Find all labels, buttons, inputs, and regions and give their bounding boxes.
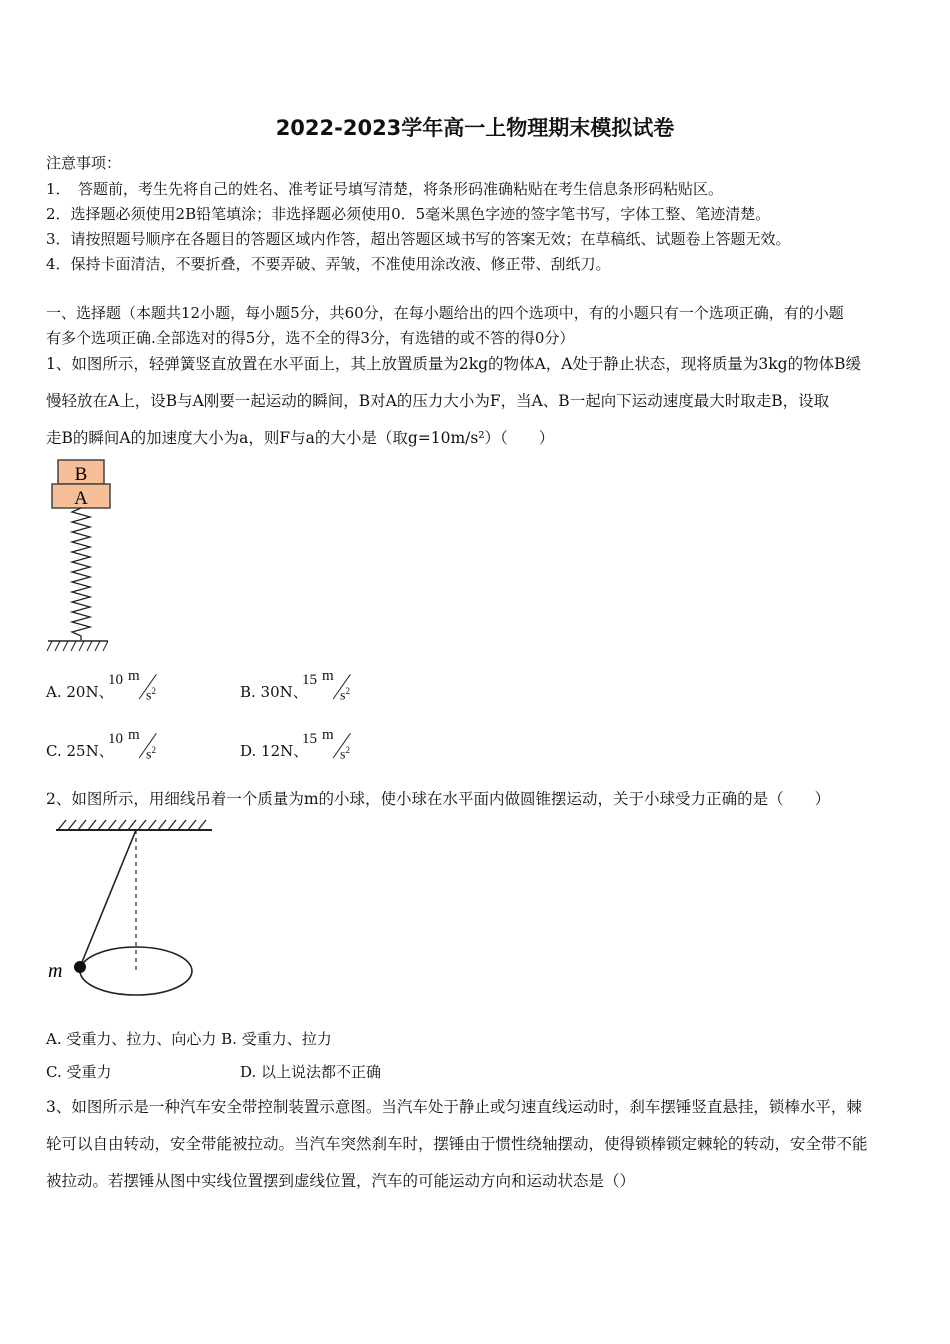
block-b-label: B — [74, 464, 88, 485]
q1-option-d-label: D. 12N、 — [240, 742, 309, 760]
notice-item-2: 2．选择题必须使用2B铅笔填涂；非选择题必须使用0．5毫米黑色字迹的签字笔书写，字体工整、笔迹清楚。 — [46, 205, 771, 223]
q2-options-a-b[interactable]: A. 受重力、拉力、向心力 B. 受重力、拉力 — [46, 1030, 332, 1048]
ceiling-hatching — [58, 820, 206, 830]
block-a-label: A — [74, 488, 88, 509]
q1-option-c[interactable] — [46, 740, 114, 761]
q1-option-a-label: A. 20N、 — [46, 683, 114, 701]
q2-option-d[interactable]: D. 以上说法都不正确 — [240, 1063, 382, 1081]
q2-option-c[interactable]: C. 受重力 — [46, 1063, 112, 1081]
q1-option-b-label: B. 30N、 — [240, 683, 308, 701]
mass-label: m — [48, 960, 63, 982]
circular-path — [80, 947, 192, 995]
section-instructions-line-2: 有多个选项正确.全部选对的得5分，选不全的得3分，有选错的或不答的得0分） — [46, 329, 575, 347]
q1-option-b[interactable] — [240, 681, 308, 702]
ball — [74, 961, 86, 973]
q2-conical-pendulum-figure — [44, 812, 219, 1002]
notice-heading: 注意事项： — [46, 154, 122, 172]
q3-text-line-3: 被拉动。若摆锤从图中实线位置摆到虚线位置，汽车的可能运动方向和运动状态是（） — [46, 1172, 636, 1190]
q1-spring-figure — [44, 456, 119, 656]
spring-coil — [72, 508, 90, 640]
q1-option-a[interactable] — [46, 681, 114, 702]
q1-text-line-3: 走B的瞬间A的加速度大小为a，则F与a的大小是（取g=10m/s²）（ ） — [46, 429, 555, 447]
section-instructions-line-1: 一、选择题（本题共12小题，每小题5分，共60分，在每小题给出的四个选项中，有的小题只有一个选项正确，有的小题 — [46, 304, 844, 322]
notice-item-3: 3．请按照题号顺序在各题目的答题区域内作答，超出答题区域书写的答案无效；在草稿纸、试题卷上答题无效。 — [46, 230, 791, 248]
q1-text-line-1: 1、如图所示，轻弹簧竖直放置在水平面上，其上放置质量为2kg的物体A，A处于静止状态，现将质量为3kg的物体B缓 — [46, 355, 861, 373]
ground-hatching — [47, 641, 108, 651]
notice-item-4: 4．保持卡面清洁，不要折叠，不要弄破、弄皱，不准使用涂改液、修正带、刮纸刀。 — [46, 255, 611, 273]
q1-text-line-2: 慢轻放在A上，设B与A刚要一起运动的瞬间，B对A的压力大小为F，当A、B一起向下运动速度最大时取走B，设取 — [46, 392, 830, 410]
q1-option-d[interactable] — [240, 740, 308, 761]
q1-option-c-label: C. 25N、 — [46, 742, 114, 760]
notice-item-1: 1． 答题前，考生先将自己的姓名、准考证号填写清楚，将条形码准确粘贴在考生信息条形码粘贴区。 — [46, 180, 724, 198]
q3-text-line-1: 3、如图所示是一种汽车安全带控制装置示意图。当汽车处于静止或匀速直线运动时，刹车摆锤竖直悬挂，锁棒水平，棘 — [46, 1098, 862, 1116]
q2-text-line-1: 2、如图所示，用细线吊着一个质量为m的小球，使小球在水平面内做圆锥摆运动，关于小球受力正确的是（ ） — [46, 790, 831, 808]
q3-text-line-2: 轮可以自由转动，安全带能被拉动。当汽车突然刹车时，摆锤由于惯性绕轴摆动，使得锁棒锁定棘轮的转动，安全带不能 — [46, 1135, 868, 1153]
page-title: 2022-2023学年高一上物理期末模拟试卷 — [275, 116, 675, 140]
